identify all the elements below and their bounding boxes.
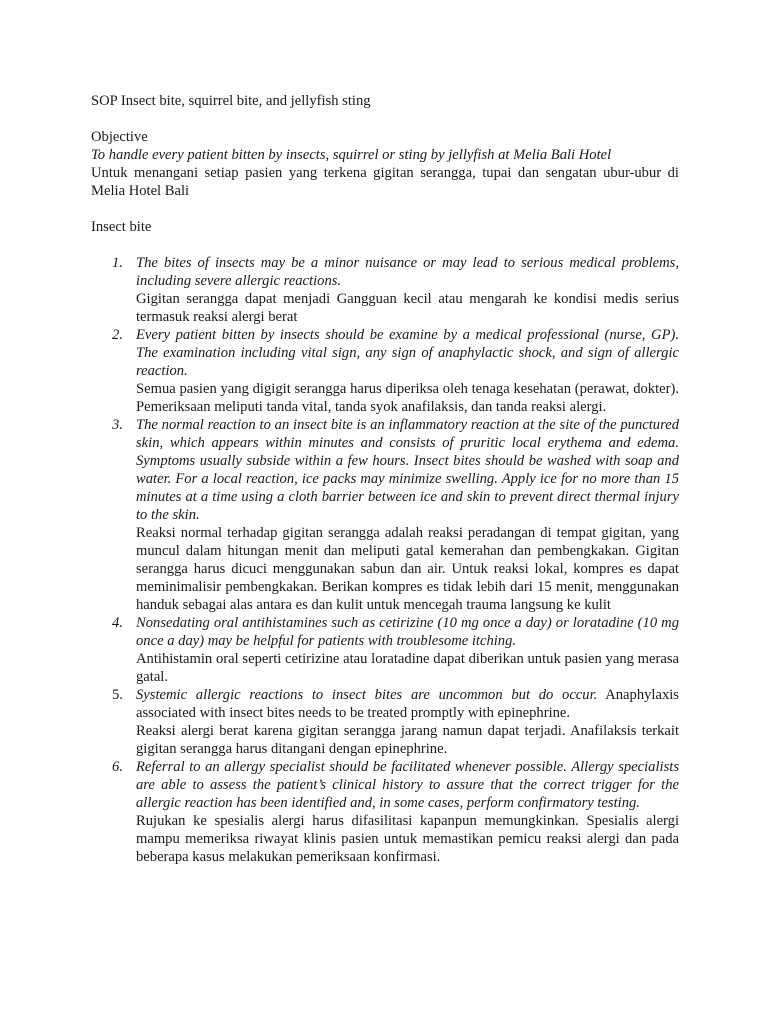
list-item	[112, 758, 679, 866]
item-english-text: The bites of insects may be a minor nuisance or may lead to serious medical problems, including severe allergic reactions.	[136, 255, 679, 289]
item-english-text: Referral to an allergy specialist should be facilitated whenever possible. Allergy specialists are able to assess the patient’s clinical history to assure that the correct trigger for the allergic reaction has been identified and, in some cases, perform confirmatory testing.	[136, 759, 679, 811]
item-indonesian-text: Rujukan ke spesialis alergi harus difasilitasi kapanpun memungkinkan. Spesialis alergi mampu memeriksa riwayat klinis pasien untuk memastikan pemicu reaksi alergi dan pada beberapa kasus melakukan pemeriksaan konfirmasi.	[136, 813, 679, 865]
item-number: 5.	[112, 687, 123, 703]
item-number: 3.	[112, 417, 123, 433]
item-english-plain: Anaphylaxis associated with insect bites needs to be treated promptly with epinephrine.	[136, 687, 679, 721]
list-item	[112, 254, 679, 326]
insect-bite-list	[91, 254, 679, 866]
item-number: 2.	[112, 327, 123, 343]
item-english-text: Nonsedating oral antihistamines such as cetirizine (10 mg once a day) or loratadine (10 mg once a day) may be helpful for patients with troublesome itching.	[136, 615, 679, 649]
item-indonesian-text: Reaksi normal terhadap gigitan serangga adalah reaksi peradangan di tempat gigitan, yang muncul dalam hitungan menit dan meliputi gatal kemerahan dan pembengkakan. Gigitan serangga harus dicuci menggunakan sabun dan air. Untuk reaksi lokal, kompres es dapat meminimalisir pembengkakan. Berikan kompres es tidak lebih dari 15 menit, menggunakan handuk sebagai alas antara es dan kulit untuk mencegah trauma langsung ke kulit	[136, 525, 679, 613]
document-page	[91, 92, 679, 866]
item-indonesian-text: Reaksi alergi berat karena gigitan serangga jarang namun dapat terjadi. Anafilaksis terkait gigitan serangga harus ditangani dengan epinephrine.	[136, 723, 679, 757]
item-english-text: Every patient bitten by insects should be examine by a medical professional (nurse, GP). The examination including vital sign, any sign of anaphylactic shock, and sign of allergic reaction.	[136, 327, 679, 379]
item-indonesian-text: Antihistamin oral seperti cetirizine atau loratadine dapat diberikan untuk pasien yang merasa gatal.	[136, 651, 679, 685]
list-item	[112, 416, 679, 614]
item-english-text	[136, 686, 679, 722]
list-item	[112, 614, 679, 686]
item-number: 4.	[112, 615, 123, 631]
item-indonesian-text: Semua pasien yang digigit serangga harus diperiksa oleh tenaga kesehatan (perawat, dokter). Pemeriksaan meliputi tanda vital, tanda syok anafilaksis, dan tanda reaksi alergi.	[136, 381, 679, 415]
document-title: SOP Insect bite, squirrel bite, and jellyfish sting	[91, 93, 371, 109]
objective-heading: Objective	[91, 129, 148, 145]
item-english-text: The normal reaction to an insect bite is an inflammatory reaction at the site of the punctured skin, which appears within minutes and consists of pruritic local erythema and edema. Symptoms usually subside within a few hours. Insect bites should be washed with soap and water. For a local reaction, ice packs may minimize swelling. Apply ice for no more than 15 minutes at a time using a cloth barrier between ice and skin to prevent direct thermal injury to the skin.	[136, 417, 679, 523]
item-english-italic: Systemic allergic reactions to insect bites are uncommon but do occur.	[136, 687, 598, 703]
item-number: 1.	[112, 255, 123, 271]
item-indonesian-text: Gigitan serangga dapat menjadi Gangguan kecil atau mengarah ke kondisi medis serius termasuk reaksi alergi berat	[136, 291, 679, 325]
objective-english: To handle every patient bitten by insects, squirrel or sting by jellyfish at Melia Bali Hotel	[91, 147, 612, 163]
list-item	[112, 686, 679, 758]
objective-indonesian: Untuk menangani setiap pasien yang terkena gigitan serangga, tupai dan sengatan ubur-ubur di Melia Hotel Bali	[91, 165, 679, 199]
item-number: 6.	[112, 759, 123, 775]
section-heading-insect-bite: Insect bite	[91, 219, 152, 235]
list-item	[112, 326, 679, 416]
